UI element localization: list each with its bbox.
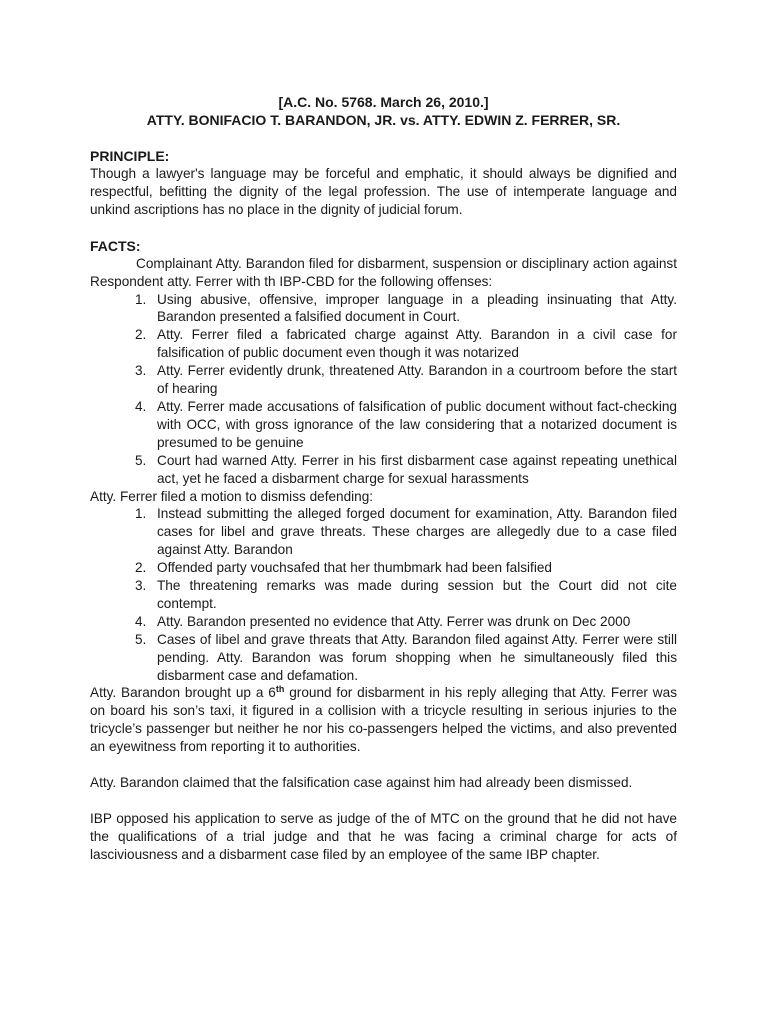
list-number: 1. (135, 291, 147, 307)
dismissal-claim-paragraph: Atty. Barandon claimed that the falsification case against him had already been dismissed. (90, 775, 633, 791)
list-item (135, 398, 677, 452)
list-text: Using abusive, offensive, improper language in a pleading insinuating that Atty. Barandon presented a falsified document in Court. (157, 291, 677, 325)
list-number: 2. (135, 327, 147, 343)
list-item (135, 326, 677, 362)
sixth-ground-paragraph (90, 684, 677, 756)
principle-text: Though a lawyer's language may be forceful and emphatic, it should always be dignified and respectful, befitting the dignity of the legal profession. The use of intemperate language and unkind ascriptions has no place in the dignity of judicial forum. (90, 166, 677, 217)
list-number: 5. (135, 631, 147, 647)
list-number: 4. (135, 613, 147, 629)
list-item (135, 291, 677, 327)
list-text: Instead submitting the alleged forged document for examination, Atty. Barandon filed cases for libel and grave threats. These charges are allegedly due to a case filed against Atty. Barandon (157, 506, 677, 558)
list-item (135, 613, 677, 631)
facts-intro: Complainant Atty. Barandon filed for disbarment, suspension or disciplinary action against Respondent atty. Ferrer with th IBP-CBD for the following offenses: (90, 255, 677, 289)
list-item (135, 559, 677, 577)
list-number: 1. (135, 506, 147, 522)
list-text: Atty. Ferrer made accusations of falsification of public document without fact-checking with OCC, with gross ignorance of the law considering that a notarized document is presumed to be genuine (157, 398, 677, 450)
list-text: Court had warned Atty. Ferrer in his first disbarment case against repeating unethical act, yet he faced a disbarment charge for sexual harassments (157, 452, 677, 486)
list-text: Offended party vouchsafed that her thumbmark had been falsified (157, 560, 552, 576)
list-item (135, 505, 677, 559)
list-text: Atty. Barandon presented no evidence that Atty. Ferrer was drunk on Dec 2000 (157, 613, 631, 629)
list-item (135, 452, 677, 488)
defense-intro: Atty. Ferrer filed a motion to dismiss defending: (90, 488, 374, 504)
list-item (135, 362, 677, 398)
sixth-ground-before: Atty. Barandon brought up a 6 (90, 685, 276, 701)
list-item (135, 577, 677, 613)
list-number: 2. (135, 560, 147, 576)
document-page (90, 93, 677, 864)
facts-heading: FACTS: (90, 237, 141, 254)
list-number: 4. (135, 398, 147, 414)
list-text: Atty. Ferrer evidently drunk, threatened Atty. Barandon in a courtroom before the start of hearing (157, 363, 677, 397)
case-citation: [A.C. No. 5768. March 26, 2010.] (278, 94, 489, 110)
case-parties: ATTY. BONIFACIO T. BARANDON, JR. vs. ATTY. EDWIN Z. FERRER, SR. (146, 112, 621, 128)
list-text: The threatening remarks was made during session but the Court did not cite contempt. (157, 578, 677, 611)
list-text: Cases of libel and grave threats that Atty. Barandon filed against Atty. Ferrer were still pending. Atty. Barandon was forum shopping when he simultaneously filed this disbarment case and defamation. (157, 631, 677, 683)
principle-heading: PRINCIPLE: (90, 148, 170, 164)
ibp-opposition-paragraph: IBP opposed his application to serve as judge of the of MTC on the ground that he did not have the qualifications of a trial judge and that he was facing a criminal charge for acts of lasciviousness and a disbarment case filed by an employee of the same IBP chapter. (90, 811, 677, 862)
defenses-list (90, 505, 677, 684)
list-number: 5. (135, 452, 147, 468)
offenses-list (90, 291, 677, 488)
ordinal-superscript: th (275, 684, 285, 695)
list-number: 3. (135, 578, 147, 594)
list-text: Atty. Ferrer filed a fabricated charge against Atty. Barandon in a civil case for falsification of public document even though it was notarized (157, 327, 677, 361)
list-item (135, 631, 677, 685)
list-number: 3. (135, 363, 147, 379)
sixth-ground-after: ground for disbarment in his reply alleging that Atty. Ferrer was on board his son’s taxi, it figured in a collision with a tricycle resulting in serious injuries to the tricycle’s passenger but neither he nor his co-passengers helped the victims, and also prevented an eyewitness from reporting it to authorities. (90, 685, 677, 755)
